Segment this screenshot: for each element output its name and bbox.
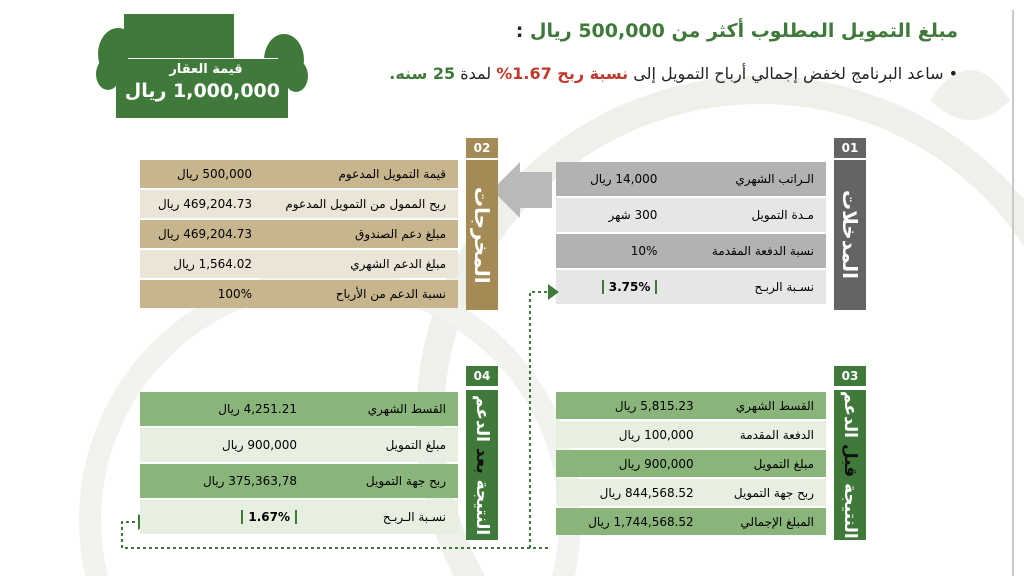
row-value: 10% bbox=[630, 244, 658, 258]
row-value: 5,815.23 ريال bbox=[614, 398, 694, 413]
row-value: 469,204.73 ريال bbox=[157, 197, 252, 211]
page-title bbox=[516, 20, 958, 42]
row-label: نسبة الدعم من الأرباح bbox=[335, 287, 446, 301]
inputs-title-box bbox=[834, 160, 866, 310]
table-row bbox=[556, 508, 826, 535]
row-value: 300 شهر bbox=[608, 208, 658, 222]
inputs-number: 01 bbox=[834, 138, 866, 158]
after-title-post: الدعم bbox=[472, 394, 492, 448]
after-title-pre: النتيجة bbox=[472, 473, 492, 536]
table-row bbox=[556, 479, 826, 506]
table-row bbox=[140, 220, 458, 248]
row-value: 844,568.52 ريال bbox=[599, 485, 694, 500]
table-row bbox=[140, 190, 458, 218]
row-value: 375,363,78 ريال bbox=[202, 474, 297, 488]
row-value: 1,744,568.52 ريال bbox=[588, 514, 694, 529]
before-title-box bbox=[834, 390, 866, 540]
row-label: مبلغ الدعم الشهري bbox=[350, 257, 446, 271]
table-row bbox=[140, 500, 458, 534]
table-row bbox=[556, 421, 826, 448]
bullet-years-highlight: 25 سنه. bbox=[389, 64, 456, 83]
row-value: 900,000 ريال bbox=[222, 438, 297, 452]
table-row bbox=[556, 162, 826, 196]
row-label: نسبة الدفعة المقدمة bbox=[711, 244, 814, 258]
property-value: 1,000,000 ريال bbox=[124, 80, 280, 102]
bullet-middle: لمدة bbox=[455, 64, 497, 83]
row-value: 4,251.21 ريال bbox=[218, 402, 297, 416]
summary-bullet bbox=[389, 64, 958, 83]
property-label: قيمة العقار bbox=[169, 62, 243, 77]
table-row bbox=[556, 198, 826, 232]
row-value: 100% bbox=[217, 287, 252, 301]
rate-bracket: 3.75% bbox=[602, 280, 658, 294]
after-title bbox=[472, 395, 492, 535]
row-label: ربح جهة التمويل bbox=[733, 485, 814, 500]
row-label: مـدة التمويل bbox=[751, 208, 814, 222]
row-label: القسط الشهري bbox=[735, 398, 814, 413]
inputs-table bbox=[556, 160, 826, 306]
title-text: مبلغ التمويل المطلوب أكثر من 500,000 ريال bbox=[530, 20, 958, 42]
table-row bbox=[140, 428, 458, 462]
row-value: 500,000 ريال bbox=[177, 167, 252, 181]
after-table bbox=[140, 390, 458, 536]
row-label: الـراتب الشهري bbox=[735, 172, 814, 186]
after-title-box bbox=[466, 390, 498, 540]
outputs-number: 02 bbox=[466, 138, 498, 158]
before-title bbox=[840, 391, 860, 539]
row-value: 14,000 ريال bbox=[590, 172, 658, 186]
row-label: نسـبة الـربـح bbox=[382, 510, 446, 524]
rate-bracket: 1.67% bbox=[241, 510, 297, 524]
table-row bbox=[140, 160, 458, 188]
row-label: ربح الممول من التمويل المدعوم bbox=[285, 197, 446, 211]
outputs-title: المخرجات bbox=[470, 186, 494, 284]
before-title-pre: النتيجة bbox=[840, 477, 860, 539]
table-row bbox=[140, 464, 458, 498]
row-label: مبلغ التمويل bbox=[753, 456, 814, 471]
row-label: مبلغ التمويل bbox=[385, 438, 446, 452]
table-row bbox=[556, 270, 826, 304]
table-row bbox=[140, 392, 458, 426]
row-value bbox=[556, 270, 669, 304]
table-row bbox=[140, 280, 458, 308]
inputs-title: المدخلات bbox=[838, 190, 862, 280]
row-label: قيمة التمويل المدعوم bbox=[338, 167, 446, 181]
before-title-post: الدعم bbox=[840, 391, 860, 445]
row-label: ربح جهة التمويل bbox=[365, 474, 446, 488]
table-row bbox=[556, 450, 826, 477]
row-value: 1,564.02 ريال bbox=[173, 257, 252, 271]
row-label: مبلغ دعم الصندوق bbox=[355, 227, 446, 241]
table-row bbox=[140, 250, 458, 278]
before-number: 03 bbox=[834, 366, 866, 386]
outputs-title-box bbox=[466, 160, 498, 310]
table-row bbox=[556, 234, 826, 268]
after-title-bold: بعد bbox=[472, 447, 492, 474]
right-frame-line bbox=[1012, 10, 1014, 576]
row-label: نسـبة الربـح bbox=[754, 280, 814, 294]
row-value: 100,000 ريال bbox=[618, 427, 694, 442]
row-label: الدفعة المقدمة bbox=[739, 427, 814, 442]
row-label: المبلغ الإجمالي bbox=[740, 514, 814, 529]
outputs-table bbox=[140, 158, 458, 310]
row-label: القسط الشهري bbox=[367, 402, 446, 416]
table-row bbox=[556, 392, 826, 419]
title-colon: : bbox=[515, 20, 524, 42]
arrow-left-icon bbox=[490, 160, 552, 220]
after-number: 04 bbox=[466, 366, 498, 386]
row-value: 469,204.73 ريال bbox=[157, 227, 252, 241]
row-value bbox=[140, 500, 309, 534]
row-value: 900,000 ريال bbox=[618, 456, 694, 471]
bullet-prefix: • ساعد البرنامج لخفض إجمالي أرباح التمويل إلى bbox=[628, 64, 958, 83]
before-title-bold: قبل bbox=[840, 444, 860, 478]
before-table bbox=[556, 390, 826, 537]
bullet-rate-highlight: نسبة ربح 1.67% bbox=[496, 64, 629, 83]
